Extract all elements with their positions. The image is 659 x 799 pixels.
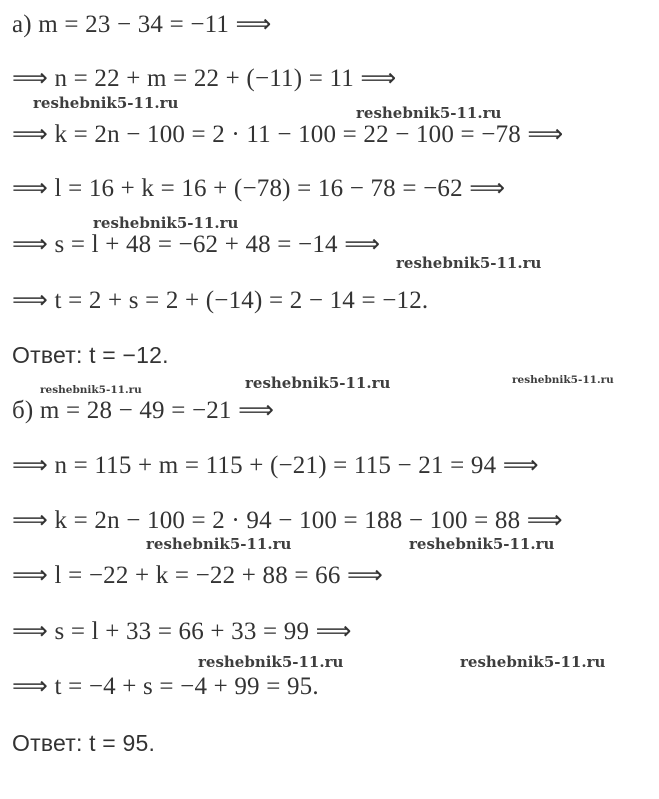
equation-a-1: а) m = 23 − 34 = −11 ⟹ xyxy=(12,11,272,38)
equation-a-5: ⟹ s = l + 48 = −62 + 48 = −14 ⟹ xyxy=(12,231,381,258)
equation-b-6: ⟹ t = −4 + s = −4 + 99 = 95. xyxy=(12,673,319,700)
answer-b: Ответ: t = 95. xyxy=(12,730,156,756)
answer-a: Ответ: t = −12. xyxy=(12,342,169,368)
watermark: reshebnik5-11.ru xyxy=(198,653,344,671)
watermark: reshebnik5-11.ru xyxy=(245,374,391,392)
watermark: reshebnik5-11.ru xyxy=(356,104,502,122)
equation-b-1: б) m = 28 − 49 = −21 ⟹ xyxy=(12,397,275,424)
equation-a-3: ⟹ k = 2n − 100 = 2 · 11 − 100 = 22 − 100 = −78 ⟹ xyxy=(12,121,564,148)
watermark: reshebnik5-11.ru xyxy=(460,653,606,671)
equation-b-3: ⟹ k = 2n − 100 = 2 · 94 − 100 = 188 − 100 = 88 ⟹ xyxy=(12,507,563,534)
watermark: reshebnik5-11.ru xyxy=(40,384,142,396)
equation-a-6: ⟹ t = 2 + s = 2 + (−14) = 2 − 14 = −12. xyxy=(12,287,429,314)
watermark: reshebnik5-11.ru xyxy=(93,214,239,232)
watermark: reshebnik5-11.ru xyxy=(409,535,555,553)
watermark: reshebnik5-11.ru xyxy=(146,535,292,553)
equation-b-5: ⟹ s = l + 33 = 66 + 33 = 99 ⟹ xyxy=(12,618,352,645)
equation-a-4: ⟹ l = 16 + k = 16 + (−78) = 16 − 78 = −62 ⟹ xyxy=(12,175,506,202)
equation-b-4: ⟹ l = −22 + k = −22 + 88 = 66 ⟹ xyxy=(12,562,384,589)
watermark: reshebnik5-11.ru xyxy=(33,94,179,112)
equation-a-2: ⟹ n = 22 + m = 22 + (−11) = 11 ⟹ xyxy=(12,65,397,92)
watermark: reshebnik5-11.ru xyxy=(396,254,542,272)
watermark: reshebnik5-11.ru xyxy=(512,374,614,386)
equation-b-2: ⟹ n = 115 + m = 115 + (−21) = 115 − 21 = 94 ⟹ xyxy=(12,452,539,479)
